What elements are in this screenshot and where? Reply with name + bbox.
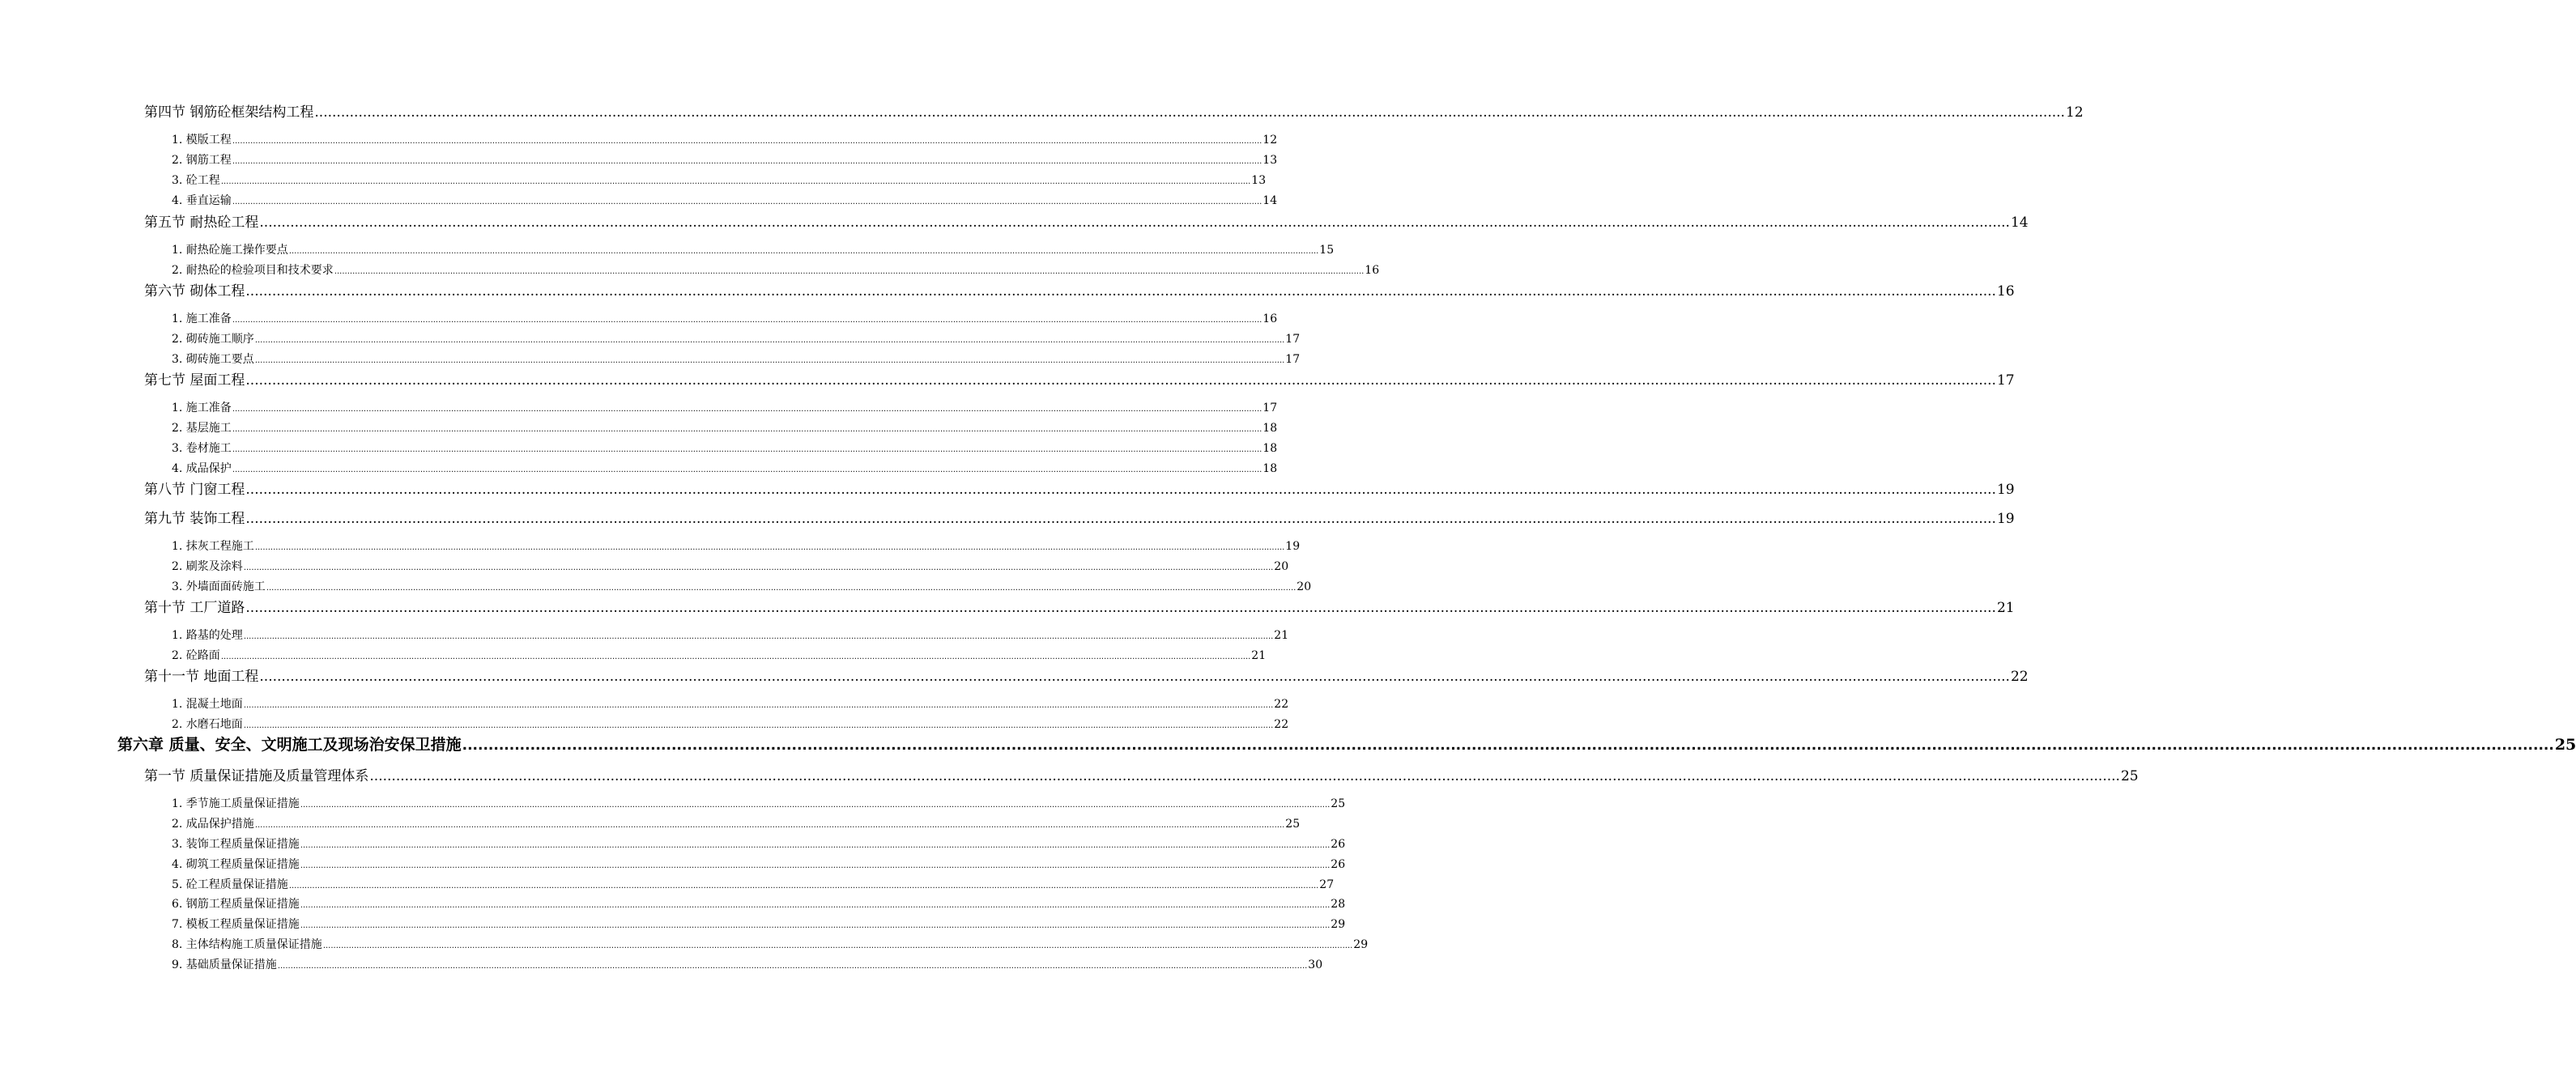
- dot-leader: ................................................................................................................................................................................................................................................................................................................................................................................................................: [288, 247, 1319, 256]
- toc-entry-title: 4. 成品保护: [172, 462, 232, 475]
- dot-leader: ................................................................................................................................................................................................................................................................................................................................................................................................................: [254, 356, 1285, 365]
- toc-item[interactable]: [172, 172, 1267, 188]
- dot-leader: ................................................................................................................................................................................................................................................................................................................................................................................................................: [300, 921, 1331, 930]
- toc-page-number: 22: [2010, 669, 2029, 685]
- toc-item[interactable]: [172, 419, 1278, 436]
- toc-item[interactable]: [172, 795, 1346, 811]
- toc-page-number: 21: [1251, 649, 1267, 662]
- toc-entry-title: 3. 装饰工程质量保证措施: [172, 838, 300, 851]
- toc-item[interactable]: [172, 835, 1346, 852]
- dot-leader: ................................................................................................................................................................................................................................................................................................................................................................................................................: [232, 157, 1262, 166]
- toc-item[interactable]: [172, 310, 1278, 326]
- toc-page-number: 26: [1331, 838, 1346, 851]
- toc-entry-title: 2. 耐热砼的检验项目和技术要求: [172, 264, 334, 277]
- toc-entry-title: 2. 砌砖施工顺序: [172, 333, 254, 346]
- toc-entry-title: 7. 模板工程质量保证措施: [172, 918, 300, 931]
- toc-section[interactable]: [144, 764, 2139, 784]
- dot-leader: ................................................................................................................................................................................................................................................................................................................................................................................................................: [232, 198, 1262, 206]
- toc-page-number: 25: [2554, 736, 2576, 754]
- toc-item[interactable]: [172, 351, 1301, 367]
- dot-leader: ................................................................................................................................................................................................................................................................................................................................................................................................................: [243, 701, 1274, 710]
- toc-page-number: 13: [1251, 174, 1267, 187]
- toc-entry-title: 8. 主体结构施工质量保证措施: [172, 938, 322, 951]
- toc-item[interactable]: [172, 330, 1301, 346]
- dot-leader: ................................................................................................................................................................................................................................................................................................................................................................................................................: [243, 721, 1274, 730]
- toc-page-number: 18: [1262, 422, 1278, 435]
- toc-page-number: 19: [1996, 482, 2015, 498]
- toc-item[interactable]: [172, 460, 1278, 476]
- dot-leader: ................................................................................................................................................................................................................................................................................................................................................................................................................: [245, 511, 1996, 527]
- dot-leader: ................................................................................................................................................................................................................................................................................................................................................................................................................: [232, 137, 1262, 146]
- toc-entry-title: 6. 钢筋工程质量保证措施: [172, 898, 300, 911]
- toc-item[interactable]: [172, 192, 1278, 208]
- toc-entry-title: 第六章 质量、安全、文明施工及现场治安保卫措施: [117, 736, 462, 754]
- toc-item[interactable]: [172, 936, 1369, 952]
- toc-entry-title: 第四节 钢筋砼框架结构工程: [144, 104, 314, 121]
- toc-page-number: 18: [1262, 442, 1278, 455]
- toc-entry-title: 1. 施工准备: [172, 312, 232, 325]
- dot-leader: ................................................................................................................................................................................................................................................................................................................................................................................................................: [220, 177, 1251, 186]
- dot-leader: ................................................................................................................................................................................................................................................................................................................................................................................................................: [300, 801, 1331, 810]
- toc-section[interactable]: [144, 279, 2015, 300]
- dot-leader: ................................................................................................................................................................................................................................................................................................................................................................................................................: [288, 882, 1319, 890]
- toc-item[interactable]: [172, 876, 1335, 892]
- dot-leader: ................................................................................................................................................................................................................................................................................................................................................................................................................: [232, 405, 1262, 414]
- dot-leader: ................................................................................................................................................................................................................................................................................................................................................................................................................: [243, 632, 1274, 641]
- toc-item[interactable]: [172, 558, 1289, 574]
- dot-leader: ................................................................................................................................................................................................................................................................................................................................................................................................................: [232, 316, 1262, 325]
- dot-leader: ................................................................................................................................................................................................................................................................................................................................................................................................................: [243, 563, 1274, 572]
- dot-leader: ................................................................................................................................................................................................................................................................................................................................................................................................................: [322, 941, 1353, 950]
- toc-page-number: 29: [1331, 918, 1346, 931]
- toc-page-number: 26: [1331, 858, 1346, 871]
- toc-page-number: 12: [2065, 104, 2084, 121]
- toc-page-number: 16: [1262, 312, 1278, 325]
- dot-leader: ................................................................................................................................................................................................................................................................................................................................................................................................................: [300, 901, 1331, 910]
- dot-leader: ................................................................................................................................................................................................................................................................................................................................................................................................................: [259, 669, 2010, 685]
- toc-entry-title: 第十节 工厂道路: [144, 600, 245, 616]
- toc-entry-title: 1. 施工准备: [172, 402, 232, 414]
- toc-page-number: 14: [1262, 194, 1278, 207]
- toc-page-number: 17: [1262, 402, 1278, 414]
- toc-entry-title: 2. 砼路面: [172, 649, 220, 662]
- dot-leader: ................................................................................................................................................................................................................................................................................................................................................................................................................: [254, 543, 1285, 552]
- toc-page-number: 14: [2010, 215, 2029, 231]
- toc-entry-title: 第一节 质量保证措施及质量管理体系: [144, 768, 369, 784]
- toc-entry-title: 1. 混凝土地面: [172, 698, 243, 711]
- toc-chapter[interactable]: [117, 733, 2576, 754]
- toc-item[interactable]: [172, 241, 1335, 257]
- dot-leader: ................................................................................................................................................................................................................................................................................................................................................................................................................: [300, 861, 1331, 870]
- toc-entry-title: 4. 砌筑工程质量保证措施: [172, 858, 300, 871]
- toc-entry-title: 第九节 装饰工程: [144, 511, 245, 527]
- dot-leader: ................................................................................................................................................................................................................................................................................................................................................................................................................: [462, 737, 2554, 754]
- dot-leader: ................................................................................................................................................................................................................................................................................................................................................................................................................: [277, 962, 1308, 971]
- toc-item[interactable]: [172, 440, 1278, 456]
- toc-item[interactable]: [172, 815, 1301, 831]
- toc-entry-title: 9. 基础质量保证措施: [172, 958, 277, 971]
- toc-entry-title: 第五节 耐热砼工程: [144, 215, 259, 231]
- toc-entry-title: 第十一节 地面工程: [144, 669, 259, 685]
- toc-page-number: 12: [1262, 134, 1278, 147]
- dot-leader: ................................................................................................................................................................................................................................................................................................................................................................................................................: [245, 372, 1996, 389]
- toc-page-number: 16: [1996, 283, 2015, 300]
- toc-item[interactable]: [172, 647, 1267, 663]
- dot-leader: ................................................................................................................................................................................................................................................................................................................................................................................................................: [334, 267, 1365, 276]
- toc-page-number: 21: [1274, 629, 1289, 642]
- toc-page-number: 17: [1285, 333, 1301, 346]
- dot-leader: ................................................................................................................................................................................................................................................................................................................................................................................................................: [259, 215, 2010, 231]
- toc-entry-title: 2. 成品保护措施: [172, 818, 254, 831]
- toc-item[interactable]: [172, 399, 1278, 415]
- dot-leader: ................................................................................................................................................................................................................................................................................................................................................................................................................: [220, 652, 1251, 661]
- dot-leader: ................................................................................................................................................................................................................................................................................................................................................................................................................: [266, 584, 1297, 593]
- toc-entry-title: 第六节 砌体工程: [144, 283, 245, 300]
- toc-item[interactable]: [172, 261, 1380, 278]
- toc-entry-title: 3. 卷材施工: [172, 442, 232, 455]
- toc-page-number: 16: [1365, 264, 1380, 277]
- toc-entry-title: 2. 水磨石地面: [172, 718, 243, 731]
- dot-leader: ................................................................................................................................................................................................................................................................................................................................................................................................................: [254, 336, 1285, 345]
- toc-entry-title: 2. 钢筋工程: [172, 154, 232, 167]
- toc-page-number: 17: [1996, 372, 2015, 389]
- toc-section[interactable]: [144, 665, 2029, 685]
- toc-item[interactable]: [172, 578, 1312, 594]
- toc-page-number: 21: [1996, 600, 2015, 616]
- toc-page-number: 25: [1331, 797, 1346, 810]
- dot-leader: ................................................................................................................................................................................................................................................................................................................................................................................................................: [232, 425, 1262, 434]
- toc-entry-title: 1. 路基的处理: [172, 629, 243, 642]
- toc-page-number: 20: [1274, 560, 1289, 573]
- dot-leader: ................................................................................................................................................................................................................................................................................................................................................................................................................: [245, 482, 1996, 498]
- toc-page-number: 17: [1285, 353, 1301, 366]
- toc-item[interactable]: [172, 695, 1289, 712]
- toc-entry-title: 1. 季节施工质量保证措施: [172, 797, 300, 810]
- toc-item[interactable]: [172, 895, 1346, 912]
- toc-entry-title: 2. 基层施工: [172, 422, 232, 435]
- toc-page-number: 25: [1285, 818, 1301, 831]
- toc-page-number: 18: [1262, 462, 1278, 475]
- dot-leader: ................................................................................................................................................................................................................................................................................................................................................................................................................: [245, 283, 1996, 300]
- toc-page-number: 19: [1996, 511, 2015, 527]
- toc-entry-title: 5. 砼工程质量保证措施: [172, 878, 288, 891]
- toc-page-number: 13: [1262, 154, 1278, 167]
- toc-page-number: 29: [1353, 938, 1369, 951]
- toc-page-number: 30: [1308, 958, 1323, 971]
- toc-entry-title: 3. 砼工程: [172, 174, 220, 187]
- toc-page-number: 15: [1319, 244, 1335, 257]
- toc-entry-title: 1. 模版工程: [172, 134, 232, 147]
- toc-page-number: 19: [1285, 540, 1301, 553]
- toc-entry-title: 3. 外墙面面砖施工: [172, 580, 266, 593]
- dot-leader: ................................................................................................................................................................................................................................................................................................................................................................................................................: [245, 600, 1996, 616]
- dot-leader: ................................................................................................................................................................................................................................................................................................................................................................................................................: [314, 104, 2065, 121]
- toc-item[interactable]: [172, 916, 1346, 932]
- dot-leader: ................................................................................................................................................................................................................................................................................................................................................................................................................: [232, 465, 1262, 474]
- dot-leader: ................................................................................................................................................................................................................................................................................................................................................................................................................: [300, 841, 1331, 850]
- toc-item[interactable]: [172, 856, 1346, 872]
- toc-section[interactable]: [144, 478, 2015, 498]
- toc-entry-title: 2. 刷浆及涂料: [172, 560, 243, 573]
- toc-section[interactable]: [144, 507, 2015, 527]
- toc-page-number: 22: [1274, 718, 1289, 731]
- dot-leader: ................................................................................................................................................................................................................................................................................................................................................................................................................: [232, 445, 1262, 454]
- toc-item[interactable]: [172, 956, 1323, 972]
- toc-page-number: 27: [1319, 878, 1335, 891]
- toc-section[interactable]: [144, 596, 2015, 616]
- toc-page-number: 22: [1274, 698, 1289, 711]
- toc-page-number: 28: [1331, 898, 1346, 911]
- toc-section[interactable]: [144, 210, 2029, 231]
- toc-entry-title: 第七节 屋面工程: [144, 372, 245, 389]
- toc-entry-title: 4. 垂直运输: [172, 194, 232, 207]
- toc-item[interactable]: [172, 716, 1289, 732]
- toc-item[interactable]: [172, 538, 1301, 554]
- toc-page-number: 20: [1297, 580, 1312, 593]
- toc-page-number: 25: [2120, 768, 2139, 784]
- toc-entry-title: 1. 耐热砼施工操作要点: [172, 244, 288, 257]
- toc-section[interactable]: [144, 100, 2084, 121]
- toc-item[interactable]: [172, 131, 1278, 147]
- toc-entry-title: 3. 砌砖施工要点: [172, 353, 254, 366]
- dot-leader: ................................................................................................................................................................................................................................................................................................................................................................................................................: [254, 821, 1285, 830]
- toc-item[interactable]: [172, 627, 1289, 643]
- dot-leader: ................................................................................................................................................................................................................................................................................................................................................................................................................: [369, 768, 2120, 784]
- toc-section[interactable]: [144, 368, 2015, 389]
- toc-entry-title: 第八节 门窗工程: [144, 482, 245, 498]
- toc-entry-title: 1. 抹灰工程施工: [172, 540, 254, 553]
- toc-item[interactable]: [172, 151, 1278, 168]
